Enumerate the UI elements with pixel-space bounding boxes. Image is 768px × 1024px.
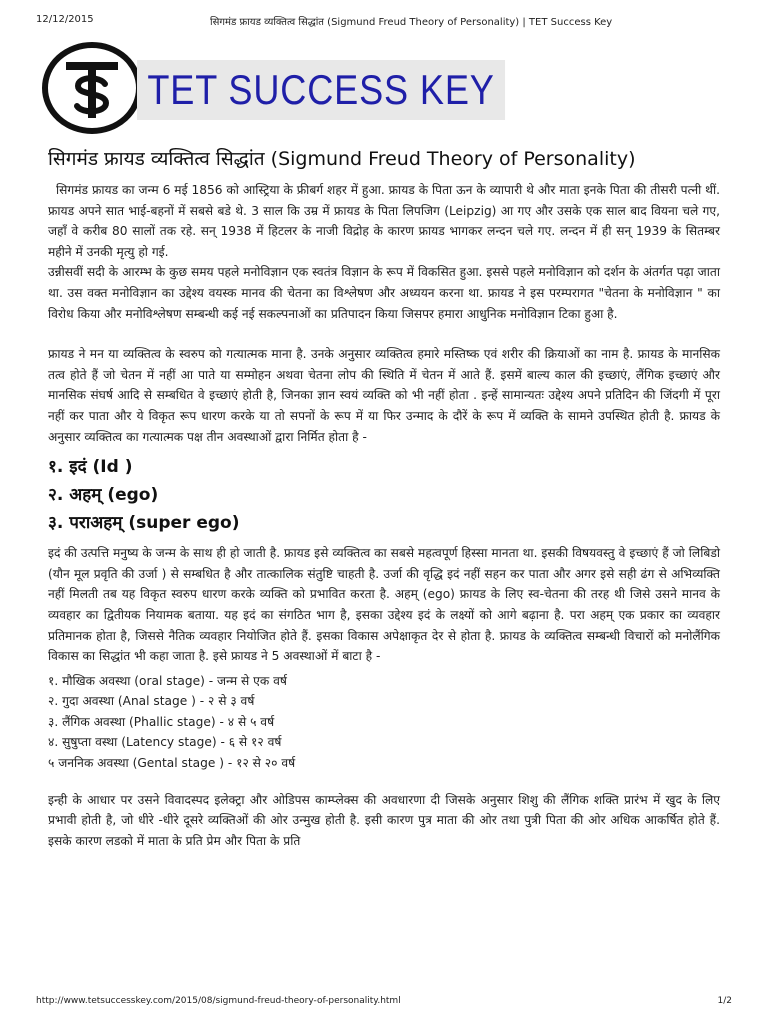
list-item: १. मौखिक अवस्था (oral stage) - जन्म से एक वर्ष (48, 673, 287, 688)
paragraph-complex: इन्ही के आधार पर उसने विवादस्पद इलेक्ट्रा और ओडिपस काम्प्लेक्स की अवधारणा दी जिसके अनुसार शिशु की लैंगिक शक्ति प्रारंभ में खुद के लिए प्रभावी होती है, जो धीरे -धीरे दूसरे व्यक्तिओं की ओर उन्मुख होती है. इसी कारण पुत्र माता की ओर तथा पुत्री पिता की ओर अधिक आकर्षित होते हैं. इसके कारण लडको में माता के प्रति प्रेम और पिता के प्रति (48, 792, 720, 848)
page-number: 1/2 (717, 996, 732, 1006)
list-item: ३. लैंगिक अवस्था (Phallic stage) - ४ से ५ वर्ष (48, 714, 275, 729)
paragraph-structure: इदं की उत्पत्ति मनुष्य के जन्म के साथ ही हो जाती है. फ्रायड इसे व्यक्तित्व का सबसे महत्वपूर्ण हिस्सा मानता था. इसकी विषयवस्तु वे इच्छाएं हैं जो लिबिडो (यौन मूल प्रवृति की उर्जा ) से सम्बधित है और तात्कालिक संतुष्टि चाहती है. उर्जा की वृद्धि इदं नहीं सहन कर पाता और अगर इसे सही ढंग से अभिव्यक्ति नहीं मिलती तब यह विकृत स्वरुप धारण करके व्यक्ति को प्रभावित करता है. अहम् (ego) फ्रायड के लिए स्व-चेतना की तरह थी जिसे उसने मानव के व्यवहार का द्वितीयक नियामक बताया. यह इदं का संगठित भाग है, इसका उद्देश्य इदं के लक्ष्यों को आगे बढ़ाना है. परा अहम् एक प्रकार का व्यवहार प्रतिमानक होता है, जिससे नैतिक व्यवहार नियोजित होते हैं. इसका विकास अपेक्षाकृत देर से होता है. फ्रायड के व्यक्तित्व सम्बन्धी विचारों को मनोलैंगिक विकास का सिद्धांत भी कहा जाता है. इसे फ्रायड ने 5 अवस्थाओं में बाटा है - (48, 546, 720, 664)
article-title: सिगमंड फ्रायड व्यक्तित्व सिद्धांत (Sigmund Freud Theory of Personality) (48, 148, 636, 170)
paragraph-history: उन्नीसवीं सदी के आरम्भ के कुछ समय पहले मनोविज्ञान एक स्वतंत्र विज्ञान के रूप में विकसित हुआ. इससे पहले मनोविज्ञान को दर्शन के अंतर्गत पढ़ा जाता था. उस वक्त मनोविज्ञान का उद्देश्य वयस्क मानव की चेतना का विश्लेषण और अध्ययन करना था. फ्रायड ने इस परम्परागत "चेतना के मनोविज्ञान " का विरोध किया और मनोविश्लेषण सम्बन्धी कई नई सकल्पनाओं का प्रतिपादन किया जिसपर हमारा आधुनिक मनोविज्ञान टिका हुआ है. (48, 265, 720, 321)
site-logo[interactable] (42, 42, 495, 134)
list-item: ४. सुषुप्ता वस्था (Latency stage) - ६ से १२ वर्ष (48, 735, 282, 750)
article (48, 146, 720, 851)
list-item: ५ जननिक अवस्था (Gental stage ) - १२ से २० वर्ष (48, 756, 296, 771)
logo-monogram-icon (42, 42, 142, 134)
paragraph-biography: सिगमंड फ्रायड का जन्म 6 मई 1856 को आस्ट्रिया के फ्रीबर्ग शहर में हुआ. फ्रायड के पिता ऊन के व्यापारी थे और माता इनके पिता की तीसरी पत्नी थीं. फ्रायड अपने सात भाई-बहनों में सबसे बडे थे. 3 साल कि उम्र में फ्रायड के पिता लिपजिग (Leipzig) आ गए और उसके एक साल बाद वियना चले गए, जहाँ वे करीब 80 सालों तक रहे. सन् 1938 में हिटलर के नाजी विद्रोह के कारण फ्रायड भागकर लन्दन चले गए. लन्दन में ही सन् 1939 के सितम्बर महीने में उनकी मृत्यु हो गई. (48, 183, 720, 259)
print-date: 12/12/2015 (36, 14, 94, 25)
paragraph-dynamics: फ्रायड ने मन या व्यक्तित्व के स्वरुप को गत्यात्मक माना है. उनके अनुसार व्यक्तित्व हमारे मस्तिष्क एवं शरीर की क्रियाओं का नाम है. फ्रायड के मानसिक तत्व होते हैं जो चेतन में नहीं आ पाते या सम्मोहन अथवा चेतना लोप की स्थिति में चेतन में आते हैं. इसमें बाल्य काल की इच्छाएं, लैंगिक इच्छाएं और मानसिक संघर्ष आदि से सम्बधित वे इच्छाएं होती है, जिनका ज्ञान स्वयं व्यक्ति को भी नहीं होता . इन्हें सामान्यतः उद्देश्य अपने प्रतिदिन की जिंदगी में पूरा नहीं कर पाता और ये विकृत रूप धारण करके या तो सपनों के रूप में या फिर उन्माद के दौरें के रूप में व्यक्ति के सामने उपस्थित होती है. फ्रायड के अनुसार व्यक्तित्व का गत्यात्मक पक्ष तीन अवस्थाओं द्वारा निर्मित होता है - (48, 347, 720, 444)
stages-list (48, 671, 720, 774)
list-item: २. गुदा अवस्था (Anal stage ) - २ से ३ वर्ष (48, 694, 255, 709)
page-url[interactable]: http://www.tetsuccesskey.com/2015/08/sigmund-freud-theory-of-personality.html (36, 996, 401, 1006)
print-page-title: सिगमंड फ्रायड व्यक्तित्व सिद्धांत (Sigmund Freud Theory of Personality) | TET Success Key (210, 17, 613, 28)
heading-id: १. इदं (Id ) (48, 457, 133, 478)
print-footer (0, 996, 768, 1010)
heading-super-ego: ३. पराअहम् (super ego) (48, 513, 240, 534)
print-header (0, 14, 768, 30)
logo-text: TET SUCCESS KEY (137, 60, 505, 120)
heading-ego: २. अहम् (ego) (48, 485, 159, 506)
